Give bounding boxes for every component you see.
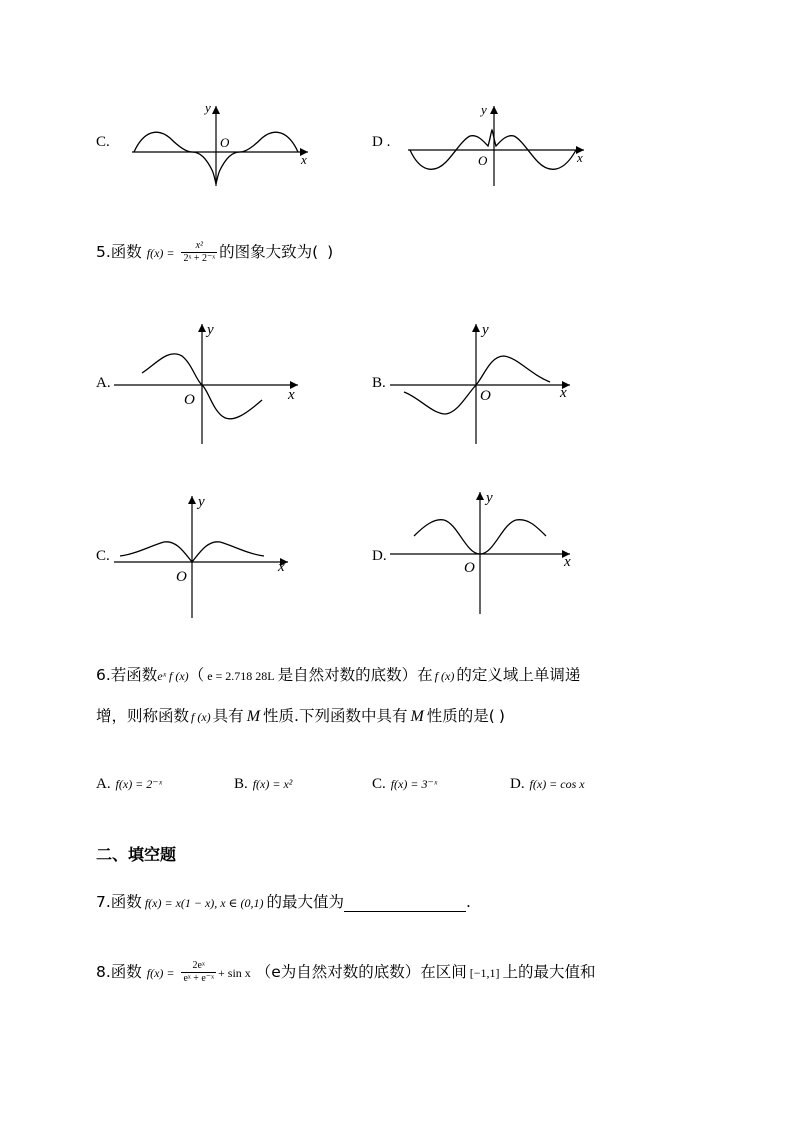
q6-text-f: 具有 [212,707,244,725]
q7-number: 7. [96,893,111,911]
q4-option-c-label: C. [96,134,110,150]
q5d-origin-label: O [464,560,475,576]
q5-graph-b [388,320,588,450]
q5-suffix: 的图象大致为( [219,243,319,261]
q7-answer-blank[interactable] [344,897,466,912]
q7-stem [96,890,471,912]
q7-prefix: 函数 [110,893,142,911]
q5-graph-c [112,492,302,622]
q6-option-c [372,774,437,793]
q4d-x-label: x [577,150,583,165]
q5d-y-label: y [486,490,493,506]
q6-text-g: 性质.下列函数中具有 [263,707,408,725]
q8-fx: f(x) = [146,966,175,980]
q5-option-d-label: D. [372,548,387,564]
q8-suffix: 上的最大值和 [502,963,596,981]
q6-m-1: M [246,708,261,725]
q6-expr: eˣ f (x) [157,669,189,683]
q8-number: 8. [96,963,111,981]
q6-option-a [96,774,162,793]
q6-option-d [510,774,585,793]
q8-prefix: 函数 [110,963,142,981]
q8-interval: [−1,1] [469,966,500,980]
q6-m-2: M [410,708,424,725]
q5b-x-label: x [560,385,567,401]
q5d-x-label: x [564,554,571,570]
q6-fx-2: f (x) [191,710,211,724]
q5a-x-label: x [288,387,295,403]
q8-numerator: 2eˣ [181,961,216,973]
q6-option-d-expr: f(x) = cos x [529,777,585,791]
q5-option-c-label: C. [96,548,110,564]
q5-stem [96,240,333,264]
q6-option-b-expr: f(x) = x² [252,777,293,791]
q8-stem [96,960,596,984]
q4-graph-d [404,100,594,190]
q6-option-c-label: C. [372,776,386,792]
q6-fx-1: f (x) [434,669,455,683]
q6-line-1 [96,663,580,685]
q6-text-c: 是自然对数的底数）在 [277,666,433,684]
q4-graph-c [128,100,318,190]
q6-option-a-label: A. [96,776,111,792]
q4-option-d-label: D . [372,134,391,150]
q6-option-a-expr: f(x) = 2⁻ˣ [115,777,163,791]
q6-number: 6. [96,666,111,684]
q5-option-a-label: A. [96,375,111,391]
q4d-origin-label: O [478,153,488,168]
q6-text-a: 若函数 [110,666,158,684]
q5-number: 5. [96,243,111,261]
q6-close: ) [498,707,505,725]
q5-prefix: 函数 [110,243,142,261]
q5c-origin-label: O [176,569,187,585]
q6-option-b-label: B. [234,776,248,792]
q5-graph-a [112,320,312,450]
q5-denominator: 2ˣ + 2⁻ˣ [183,253,216,264]
q5a-origin-label: O [184,392,195,408]
q7-end: . [466,893,471,911]
q4c-x-label: x [301,152,307,167]
q6-text-d: 的定义域上单调递 [456,666,581,684]
q6-option-d-label: D. [510,776,525,792]
q7-suffix: 的最大值为 [266,893,345,911]
q7-expr: f(x) = x(1 − x), x ∈ (0,1) [144,896,264,910]
q6-line-2 [96,704,505,726]
q6-text-b: （ [188,666,205,684]
q5-close: ) [327,243,334,261]
q5-fx: f(x) = [146,246,175,260]
q5a-y-label: y [207,322,214,338]
q5-graph-d [388,488,588,618]
q6-text-e: 增，则称函数 [96,707,190,725]
q8-fraction [181,961,216,984]
q4d-y-label: y [481,102,487,117]
q5c-y-label: y [198,494,205,510]
q6-e-value: e = 2.718 28L [207,669,275,683]
q6-text-h: 性质的是( [426,707,495,725]
q5b-origin-label: O [480,388,491,404]
q4c-y-label: y [205,100,211,115]
q5-fraction [181,241,217,264]
q5c-x-label: x [278,559,285,575]
q4c-origin-label: O [220,135,230,150]
q5-option-b-label: B. [372,375,386,391]
q6-option-b [234,774,292,793]
q6-option-c-expr: f(x) = 3⁻ˣ [390,777,438,791]
q8-plus-sin: + sin x [218,966,251,980]
section-heading: 二、填空题 [96,845,177,864]
q5b-y-label: y [482,322,489,338]
q5-numerator: x² [181,241,217,253]
q8-denominator: eˣ + e⁻ˣ [183,973,215,984]
q8-middle: （e为自然对数的底数）在区间 [255,963,467,981]
